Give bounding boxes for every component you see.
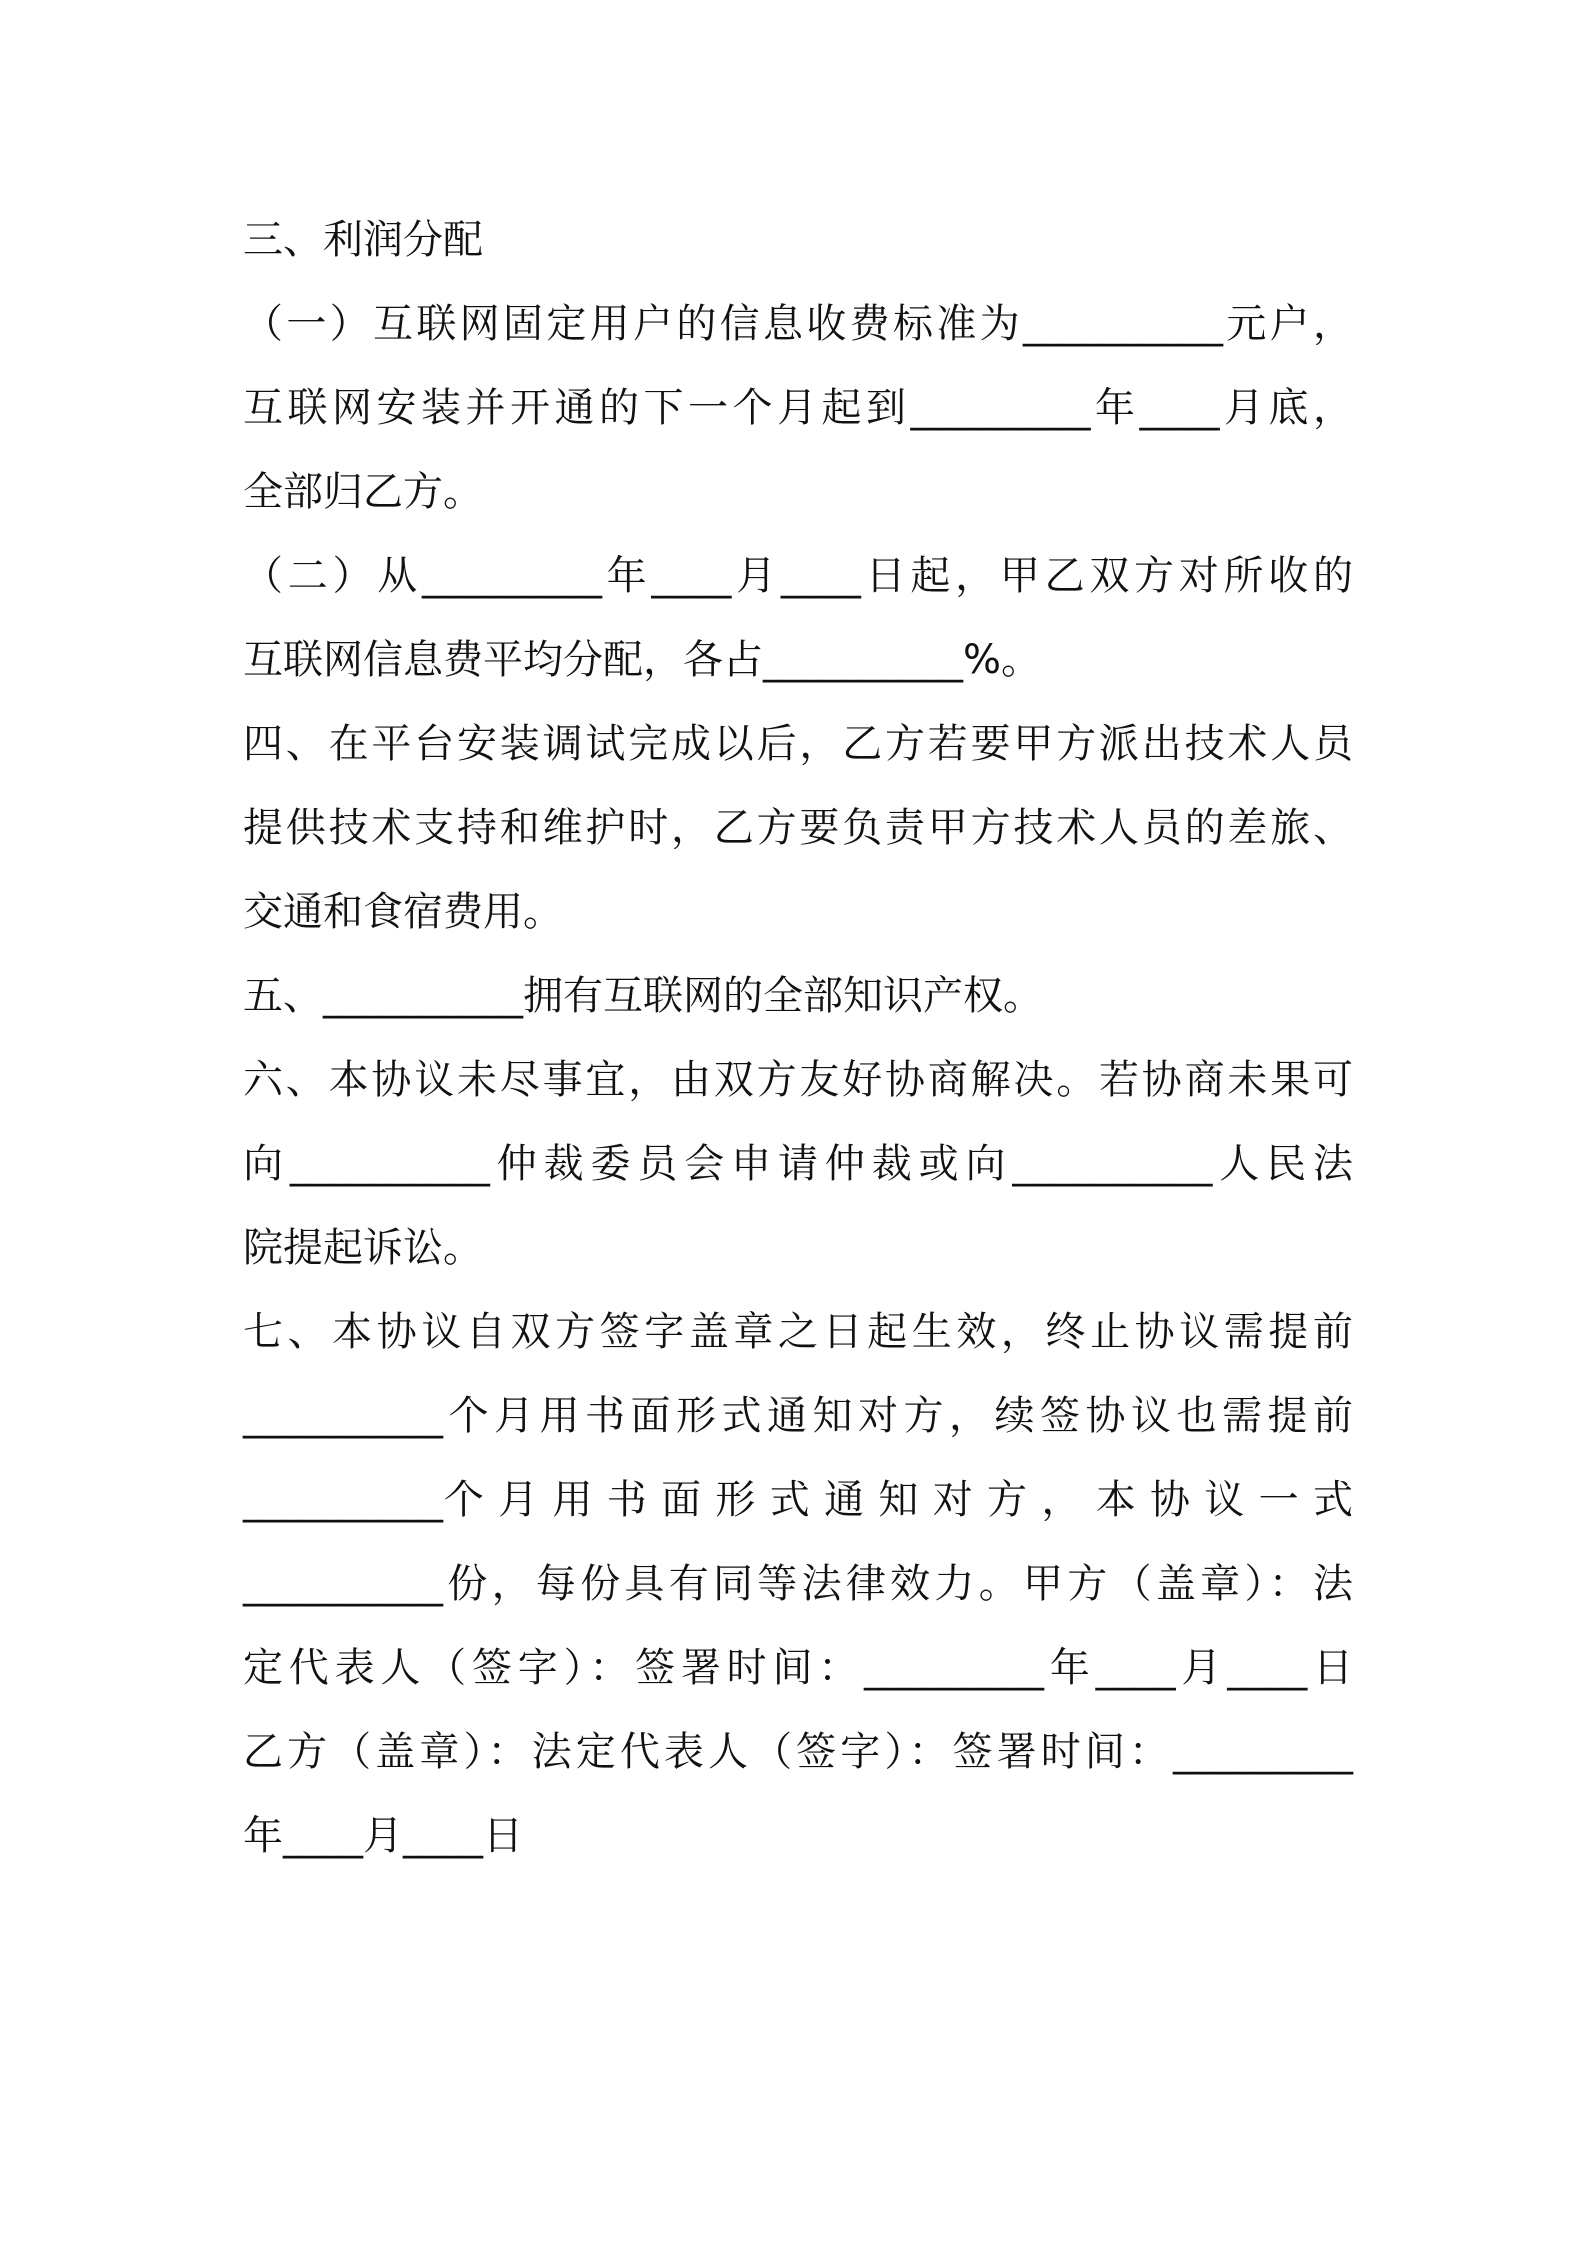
clause-text-line: __________份，每份具有同等法律效力。甲方（盖章）：法 bbox=[243, 1561, 1353, 1607]
clause-text-line: __________个月用书面形式通知对方，续签协议也需提前 bbox=[243, 1393, 1353, 1439]
clause-text-line: __________个 月 用 书 面 形 式 通 知 对 方 ， 本 协 议 一 式 bbox=[243, 1477, 1353, 1523]
clause-text-line: 院提起诉讼。 bbox=[243, 1225, 483, 1271]
signature-date-line: 年____月____日 bbox=[243, 1813, 523, 1859]
clause-text-line: 五、__________拥有互联网的全部知识产权。 bbox=[243, 973, 1043, 1019]
section-heading-profit-distribution: 三、利润分配 bbox=[243, 217, 483, 263]
clause-text-line: 七、本协议自双方签字盖章之日起生效，终止协议需提前 bbox=[243, 1309, 1353, 1355]
signature-line-party-a: 定代表人（签字）：签署时间：_________年____月____日 bbox=[243, 1645, 1353, 1691]
clause-text-line: 互联网信息费平均分配，各占__________%。 bbox=[243, 637, 1042, 683]
clause-text-line: 互联网安装并开通的下一个月起到_________年____月底， bbox=[243, 385, 1353, 431]
clause-text-line: 交通和食宿费用。 bbox=[243, 889, 563, 935]
document-body bbox=[243, 198, 1353, 1878]
clause-text-line: 四、在平台安装调试完成以后，乙方若要甲方派出技术人员 bbox=[243, 721, 1353, 767]
clause-text-line: （二）从_________年____月____日起，甲乙双方对所收的 bbox=[243, 553, 1353, 599]
clause-text-line: 全部归乙方。 bbox=[243, 469, 483, 515]
clause-text-line: 六、本协议未尽事宜，由双方友好协商解决。若协商未果可 bbox=[243, 1057, 1353, 1103]
signature-line-party-b: 乙方（盖章）：法定代表人（签字）：签署时间：_________ bbox=[243, 1729, 1353, 1775]
clause-text-line: （一）互联网固定用户的信息收费标准为__________元户， bbox=[243, 301, 1353, 347]
clause-text-line: 向__________仲裁委员会申请仲裁或向__________人民法 bbox=[243, 1141, 1353, 1187]
clause-text-line: 提供技术支持和维护时，乙方要负责甲方技术人员的差旅、 bbox=[243, 805, 1353, 851]
